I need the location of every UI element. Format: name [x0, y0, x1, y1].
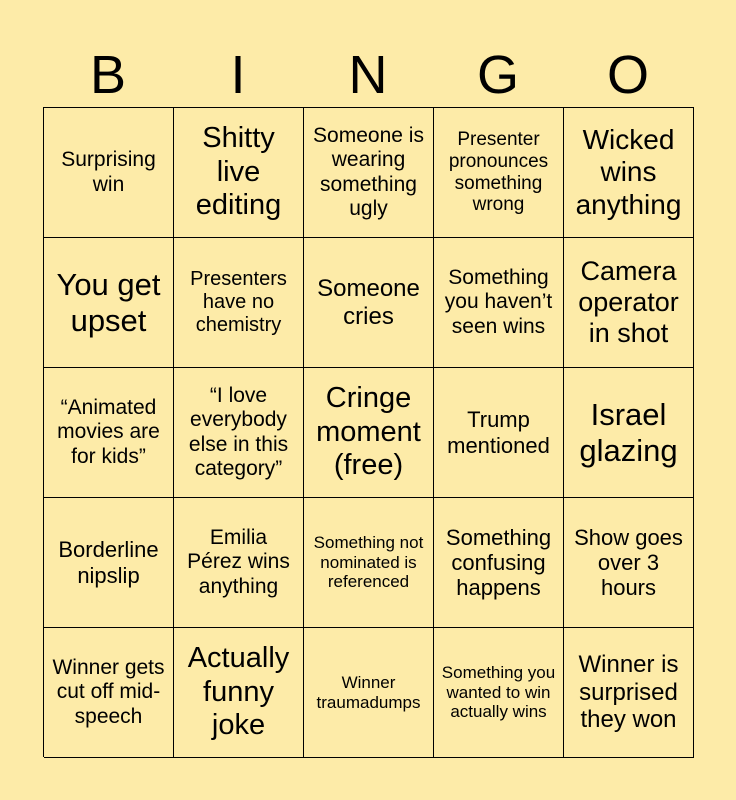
bingo-cell[interactable]: Something not nominated is referenced [304, 498, 434, 628]
bingo-cell[interactable]: Wicked wins anything [564, 108, 694, 238]
bingo-cell[interactable]: Someone cries [304, 238, 434, 368]
bingo-cell[interactable]: Presenter pronounces something wrong [434, 108, 564, 238]
bingo-cell[interactable]: Borderline nipslip [44, 498, 174, 628]
bingo-cell[interactable]: Winner traumadumps [304, 628, 434, 758]
bingo-cell[interactable]: Presenters have no chemistry [174, 238, 304, 368]
header-letter-b: B [89, 45, 127, 105]
bingo-cell[interactable]: Something you haven’t seen wins [434, 238, 564, 368]
bingo-board [43, 107, 694, 757]
bingo-cell[interactable]: Something you wanted to win actually wins [434, 628, 564, 758]
bingo-cell[interactable]: Emilia Pérez wins anything [174, 498, 304, 628]
bingo-cell[interactable]: You get upset [44, 238, 174, 368]
bingo-header [43, 44, 693, 106]
bingo-cell[interactable]: Someone is wearing something ugly [304, 108, 434, 238]
header-letter-i: I [230, 45, 246, 105]
header-letter-o: O [606, 45, 649, 105]
bingo-cell[interactable]: Winner gets cut off mid-speech [44, 628, 174, 758]
bingo-cell[interactable]: Israel glazing [564, 368, 694, 498]
bingo-cell[interactable]: “Animated movies are for kids” [44, 368, 174, 498]
bingo-cell[interactable]: Something confusing happens [434, 498, 564, 628]
bingo-cell[interactable]: Camera operator in shot [564, 238, 694, 368]
bingo-cell[interactable]: Show goes over 3 hours [564, 498, 694, 628]
bingo-cell[interactable]: Surprising win [44, 108, 174, 238]
bingo-cell[interactable]: Trump mentioned [434, 368, 564, 498]
bingo-cell[interactable]: Actually funny joke [174, 628, 304, 758]
bingo-cell[interactable]: Cringe moment (free) [304, 368, 434, 498]
header-letter-n: N [348, 45, 388, 105]
bingo-cell[interactable]: Shitty live editing [174, 108, 304, 238]
header-letter-g: G [476, 45, 519, 105]
bingo-cell[interactable]: Winner is surprised they won [564, 628, 694, 758]
bingo-cell[interactable]: “I love everybody else in this category” [174, 368, 304, 498]
